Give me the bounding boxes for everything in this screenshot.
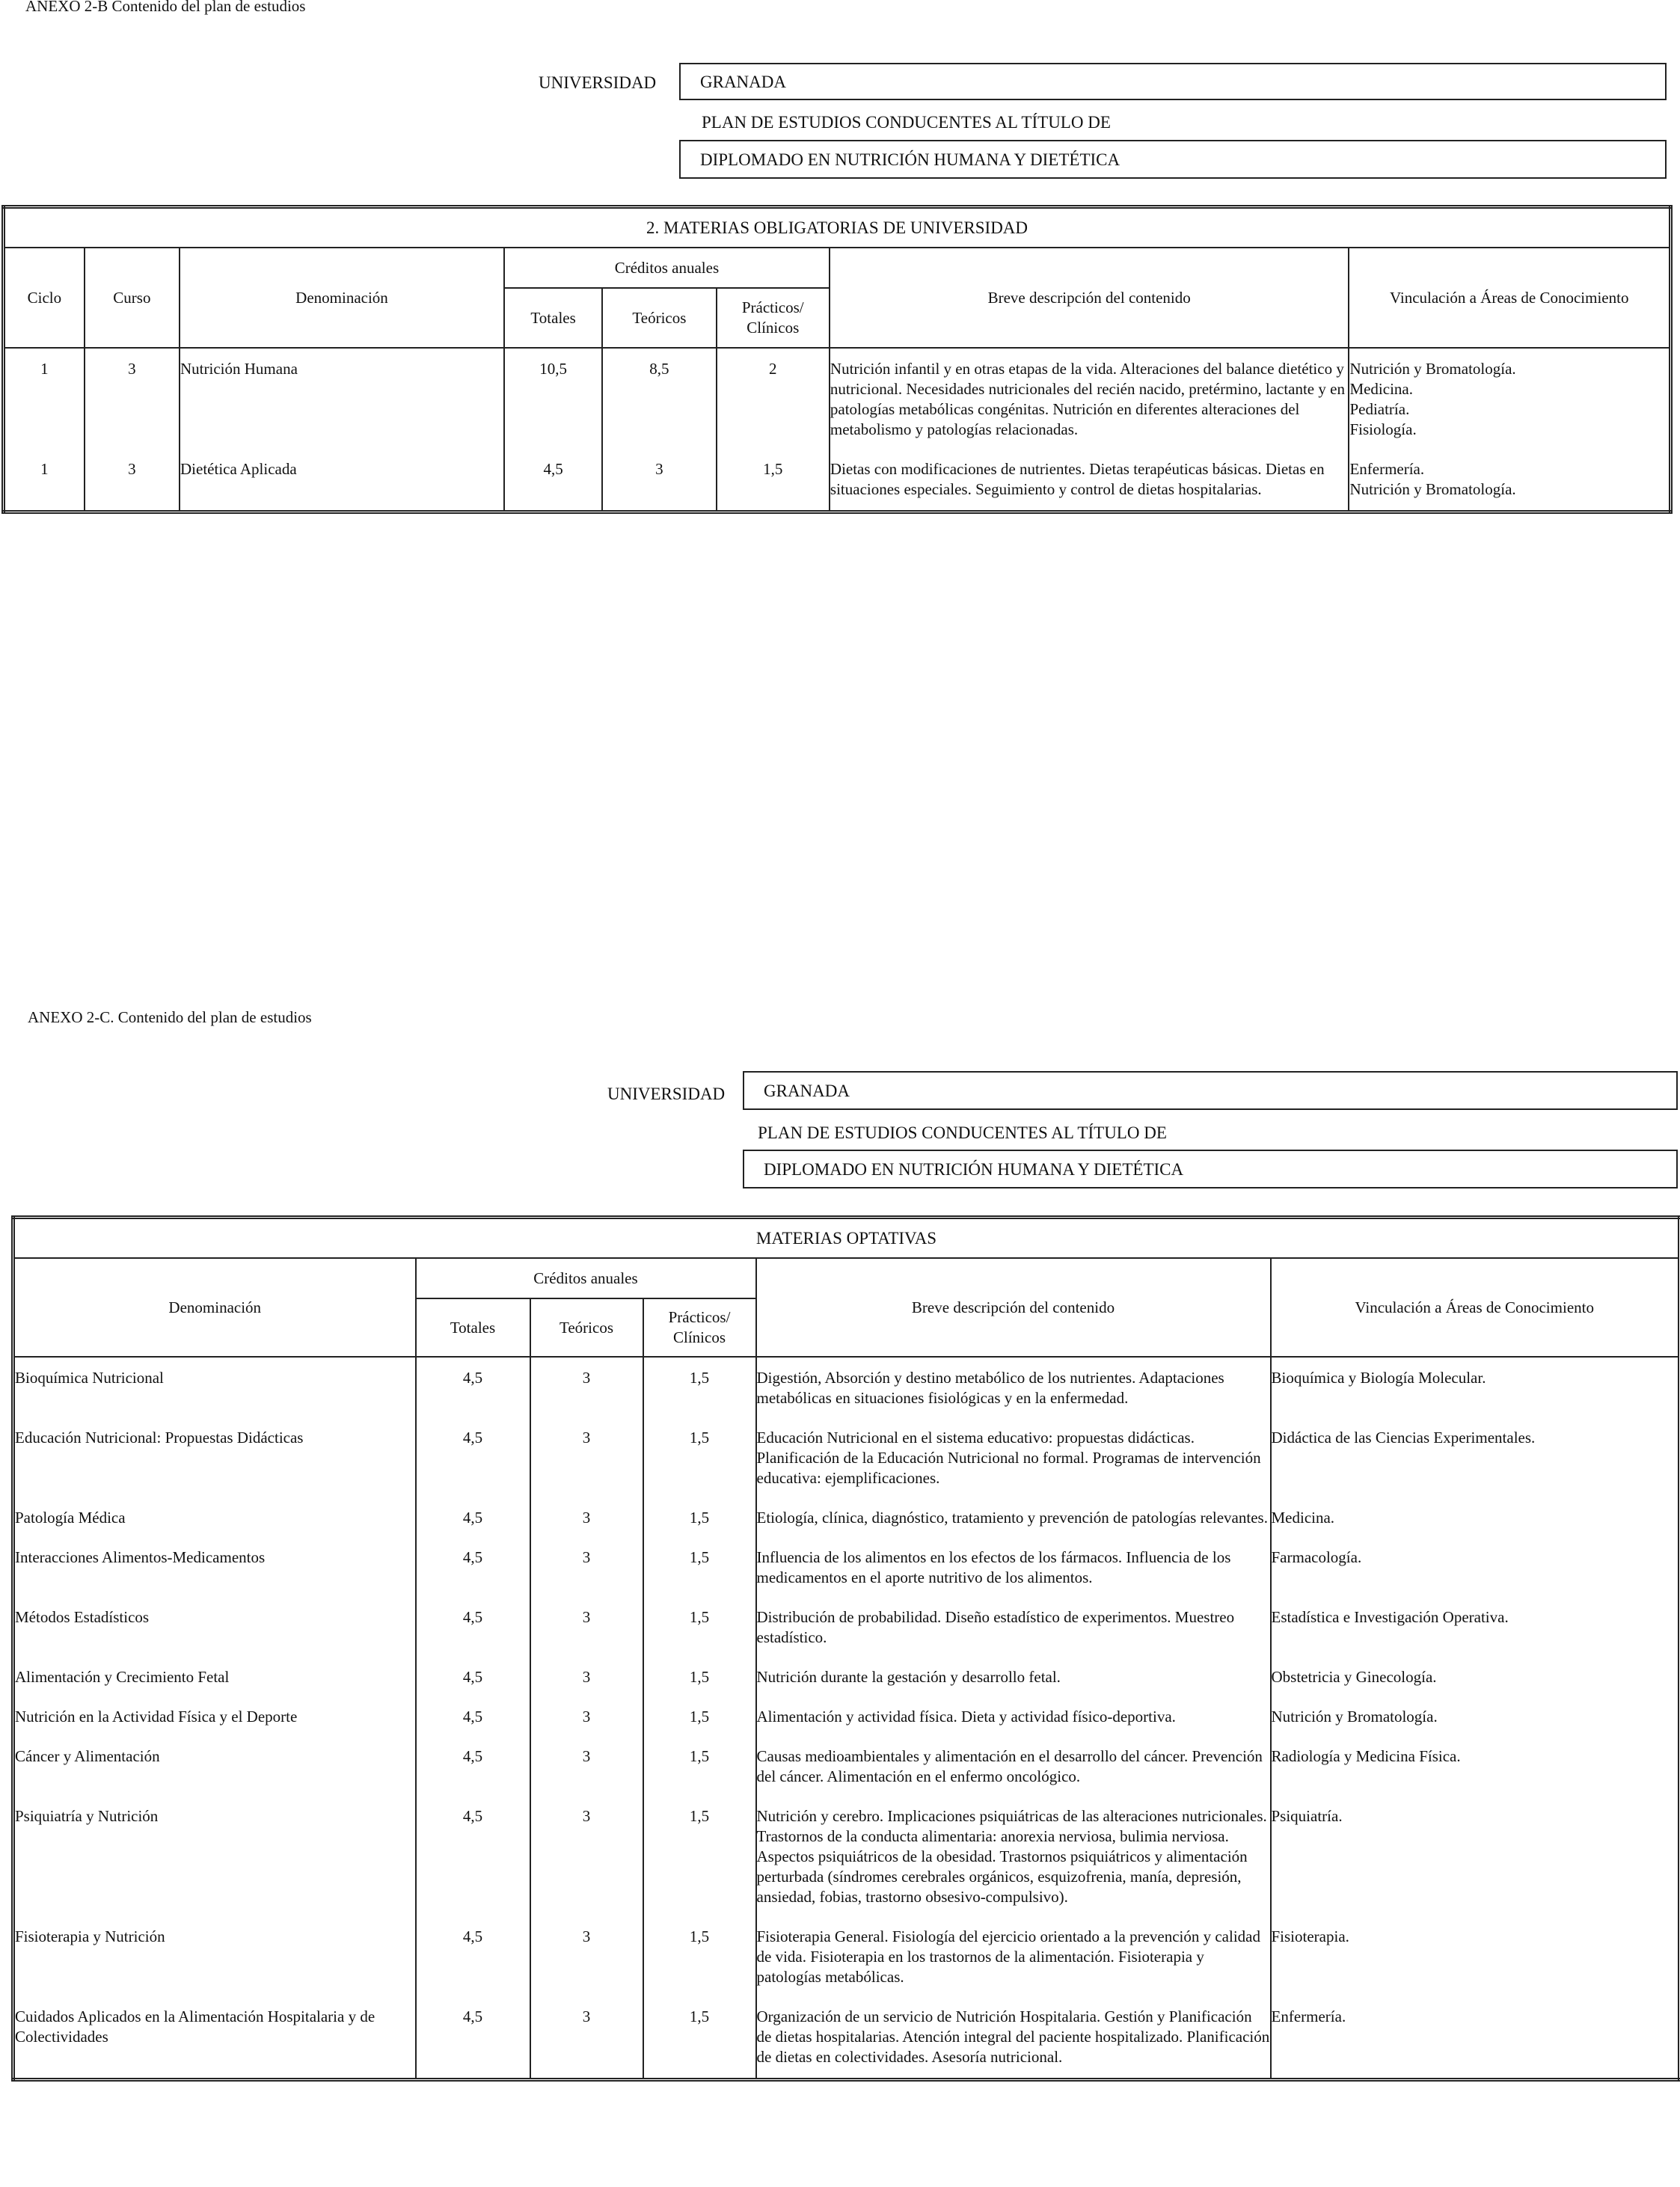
cell-denominacion: Nutrición en la Actividad Física y el Deporte [13, 1698, 416, 1737]
cell-totales: 4,5 [416, 1998, 530, 2080]
cell-practicos: 1,5 [643, 1737, 756, 1797]
cell-teoricos: 3 [530, 1598, 643, 1658]
annex-b-plan-label: PLAN DE ESTUDIOS CONDUCENTES AL TÍTULO DE [702, 113, 1111, 132]
cell-denominacion: Nutrición Humana [180, 348, 504, 450]
cell-practicos: 1,5 [643, 1357, 756, 1419]
header-practicos: Prácticos/ Clínicos [717, 288, 830, 348]
annex-c-plan-label: PLAN DE ESTUDIOS CONDUCENTES AL TÍTULO DE [758, 1123, 1167, 1142]
cell-vinculacion: Enfermería. Nutrición y Bromatología. [1349, 450, 1670, 512]
table-row [13, 1539, 1680, 1598]
cell-vinculacion: Psiquiatría. [1271, 1797, 1680, 1918]
header-creditos: Créditos anuales [504, 248, 830, 288]
cell-denominacion: Dietética Aplicada [180, 450, 504, 512]
cell-practicos: 1,5 [643, 1598, 756, 1658]
cell-vinculacion: Fisioterapia. [1271, 1918, 1680, 1998]
cell-totales: 4,5 [416, 1658, 530, 1698]
cell-descripcion: Fisioterapia General. Fisiología del ejercicio orientado a la prevención y calidad de vida. Fisioterapia en los trastornos de la alimentación. Fisioterapia y patologías metabólicas. [756, 1918, 1271, 1998]
cell-teoricos: 8,5 [602, 348, 716, 450]
cell-denominacion: Interacciones Alimentos-Medicamentos [13, 1539, 416, 1598]
cell-descripcion: Nutrición durante la gestación y desarrollo fetal. [756, 1658, 1271, 1698]
cell-teoricos: 3 [530, 1357, 643, 1419]
cell-denominacion: Cáncer y Alimentación [13, 1737, 416, 1797]
header-practicos: Prácticos/ Clínicos [643, 1298, 756, 1357]
header-ciclo: Ciclo [4, 248, 85, 348]
annex-b-university-label: UNIVERSIDAD [539, 73, 657, 92]
cell-descripcion: Distribución de probabilidad. Diseño estadístico de experimentos. Muestreo estadístico. [756, 1598, 1271, 1658]
annex-b-university-box [679, 63, 1667, 100]
header-denominacion: Denominación [180, 248, 504, 348]
cell-curso: 3 [85, 450, 180, 512]
annex-c-table [11, 1215, 1680, 2082]
table-row [13, 1737, 1680, 1797]
cell-practicos: 1,5 [643, 1539, 756, 1598]
cell-teoricos: 3 [530, 1499, 643, 1539]
cell-descripcion: Influencia de los alimentos en los efectos de los fármacos. Influencia de los medicamentos en el aporte nutritivo de los alimentos. [756, 1539, 1271, 1598]
cell-teoricos: 3 [530, 1698, 643, 1737]
header-denominacion: Denominación [13, 1258, 416, 1357]
table-row [4, 450, 1671, 512]
cell-descripcion: Nutrición y cerebro. Implicaciones psiquiátricas de las alteraciones nutricionales. Trastornos de la conducta alimentaria: anorexia nerviosa, bulimia nerviosa. Aspectos psiquiátricos de la obesidad. Trastornos psiquiátricos y alimentación perturbada (síndromes cerebrales orgánicos, esquizofrenia, manía, depresión, ansiedad, fobias, trastorno obsesivo-compulsivo). [756, 1797, 1271, 1918]
cell-totales: 4,5 [416, 1598, 530, 1658]
cell-teoricos: 3 [530, 1918, 643, 1998]
cell-descripcion: Nutrición infantil y en otras etapas de la vida. Alteraciones del balance dietético y nutricional. Necesidades nutricionales del recién nacido, pretérmino, lactante y en patologías metabólicas congénitas. Nutrición en diferentes alteraciones del metabolismo y patologías relacionadas. [830, 348, 1349, 450]
cell-denominacion: Fisioterapia y Nutrición [13, 1918, 416, 1998]
cell-ciclo: 1 [4, 348, 85, 450]
cell-denominacion: Cuidados Aplicados en la Alimentación Hospitalaria y de Colectividades [13, 1998, 416, 2080]
annex-b-university-value: GRANADA [700, 72, 786, 91]
table-row [13, 1598, 1680, 1658]
cell-teoricos: 3 [530, 1998, 643, 2080]
cell-descripcion: Dietas con modificaciones de nutrientes. Dietas terapéuticas básicas. Dietas en situaciones especiales. Seguimiento y control de dietas hospitalarias. [830, 450, 1349, 512]
cell-denominacion: Métodos Estadísticos [13, 1598, 416, 1658]
header-descripcion: Breve descripción del contenido [756, 1258, 1271, 1357]
cell-vinculacion: Bioquímica y Biología Molecular. [1271, 1357, 1680, 1419]
table-row [13, 1658, 1680, 1698]
cell-vinculacion: Nutrición y Bromatología. Medicina. Pediatría. Fisiología. [1349, 348, 1670, 450]
header-descripcion: Breve descripción del contenido [830, 248, 1349, 348]
table-row [13, 1918, 1680, 1998]
annex-c-university-label: UNIVERSIDAD [607, 1085, 726, 1103]
cell-totales: 4,5 [416, 1419, 530, 1499]
cell-practicos: 1,5 [643, 1658, 756, 1698]
cell-teoricos: 3 [530, 1658, 643, 1698]
table-row [13, 1797, 1680, 1918]
cell-totales: 4,5 [504, 450, 602, 512]
annex-c-title: ANEXO 2-C. Contenido del plan de estudios [28, 1008, 312, 1026]
cell-totales: 4,5 [416, 1357, 530, 1419]
table-row [4, 348, 1671, 450]
cell-denominacion: Psiquiatría y Nutrición [13, 1797, 416, 1918]
table-row [13, 1698, 1680, 1737]
annex-b-table [1, 205, 1673, 514]
header-teoricos: Teóricos [602, 288, 716, 348]
cell-denominacion: Educación Nutricional: Propuestas Didácticas [13, 1419, 416, 1499]
cell-practicos: 1,5 [643, 1797, 756, 1918]
cell-vinculacion: Obstetricia y Ginecología. [1271, 1658, 1680, 1698]
cell-curso: 3 [85, 348, 180, 450]
header-vinculacion: Vinculación a Áreas de Conocimiento [1349, 248, 1670, 348]
annex-b-degree-value: DIPLOMADO EN NUTRICIÓN HUMANA Y DIETÉTICA [700, 150, 1120, 169]
annex-c-university-box [743, 1071, 1678, 1110]
cell-vinculacion: Medicina. [1271, 1499, 1680, 1539]
annex-b-table-title: 2. MATERIAS OBLIGATORIAS DE UNIVERSIDAD [4, 207, 1671, 248]
cell-descripcion: Digestión, Absorción y destino metabólico de los nutrientes. Adaptaciones metabólicas en situaciones fisiológicas y en la enfermedad. [756, 1357, 1271, 1419]
cell-totales: 4,5 [416, 1797, 530, 1918]
cell-teoricos: 3 [530, 1737, 643, 1797]
cell-denominacion: Alimentación y Crecimiento Fetal [13, 1658, 416, 1698]
cell-practicos: 1,5 [643, 1499, 756, 1539]
cell-denominacion: Bioquímica Nutricional [13, 1357, 416, 1419]
cell-teoricos: 3 [530, 1797, 643, 1918]
header-curso: Curso [85, 248, 180, 348]
annex-c-degree-box [743, 1150, 1678, 1188]
cell-totales: 4,5 [416, 1698, 530, 1737]
table-row [13, 1357, 1680, 1419]
annex-c-university-value: GRANADA [764, 1081, 850, 1100]
table-row [13, 1998, 1680, 2080]
header-totales: Totales [416, 1298, 530, 1357]
cell-totales: 10,5 [504, 348, 602, 450]
table-row [13, 1419, 1680, 1499]
cell-practicos: 1,5 [643, 1918, 756, 1998]
cell-descripcion: Educación Nutricional en el sistema educativo: propuestas didácticas. Planificación de la Educación Nutricional no formal. Programas de intervención educativa: ejemplificaciones. [756, 1419, 1271, 1499]
cell-practicos: 1,5 [643, 1998, 756, 2080]
cell-practicos: 1,5 [717, 450, 830, 512]
cell-descripcion: Organización de un servicio de Nutrición Hospitalaria. Gestión y Planificación de dietas hospitalarias. Atención integral del paciente hospitalizado. Planificación de dietas en colectividades. Asesoría nutricional. [756, 1998, 1271, 2080]
cell-teoricos: 3 [530, 1419, 643, 1499]
cell-vinculacion: Nutrición y Bromatología. [1271, 1698, 1680, 1737]
header-totales: Totales [504, 288, 602, 348]
cell-practicos: 1,5 [643, 1419, 756, 1499]
cell-practicos: 2 [717, 348, 830, 450]
cell-totales: 4,5 [416, 1737, 530, 1797]
annex-b-degree-box [679, 140, 1667, 179]
header-creditos: Créditos anuales [416, 1258, 756, 1298]
cell-vinculacion: Enfermería. [1271, 1998, 1680, 2080]
annex-c-degree-value: DIPLOMADO EN NUTRICIÓN HUMANA Y DIETÉTICA [764, 1159, 1184, 1179]
cell-denominacion: Patología Médica [13, 1499, 416, 1539]
cell-totales: 4,5 [416, 1499, 530, 1539]
cell-vinculacion: Didáctica de las Ciencias Experimentales. [1271, 1419, 1680, 1499]
cell-totales: 4,5 [416, 1539, 530, 1598]
annex-b-title: ANEXO 2-B Contenido del plan de estudios [25, 0, 306, 15]
cell-descripcion: Causas medioambientales y alimentación en el desarrollo del cáncer. Prevención del cáncer. Alimentación en el enfermo oncológico. [756, 1737, 1271, 1797]
cell-vinculacion: Estadística e Investigación Operativa. [1271, 1598, 1680, 1658]
cell-vinculacion: Farmacología. [1271, 1539, 1680, 1598]
cell-descripcion: Etiología, clínica, diagnóstico, tratamiento y prevención de patologías relevantes. [756, 1499, 1271, 1539]
cell-descripcion: Alimentación y actividad física. Dieta y actividad físico-deportiva. [756, 1698, 1271, 1737]
cell-ciclo: 1 [4, 450, 85, 512]
cell-practicos: 1,5 [643, 1698, 756, 1737]
table-row [13, 1499, 1680, 1539]
cell-vinculacion: Radiología y Medicina Física. [1271, 1737, 1680, 1797]
annex-c-table-title: MATERIAS OPTATIVAS [13, 1218, 1680, 1259]
cell-totales: 4,5 [416, 1918, 530, 1998]
cell-teoricos: 3 [530, 1539, 643, 1598]
cell-teoricos: 3 [602, 450, 716, 512]
header-teoricos: Teóricos [530, 1298, 643, 1357]
header-vinculacion: Vinculación a Áreas de Conocimiento [1271, 1258, 1680, 1357]
